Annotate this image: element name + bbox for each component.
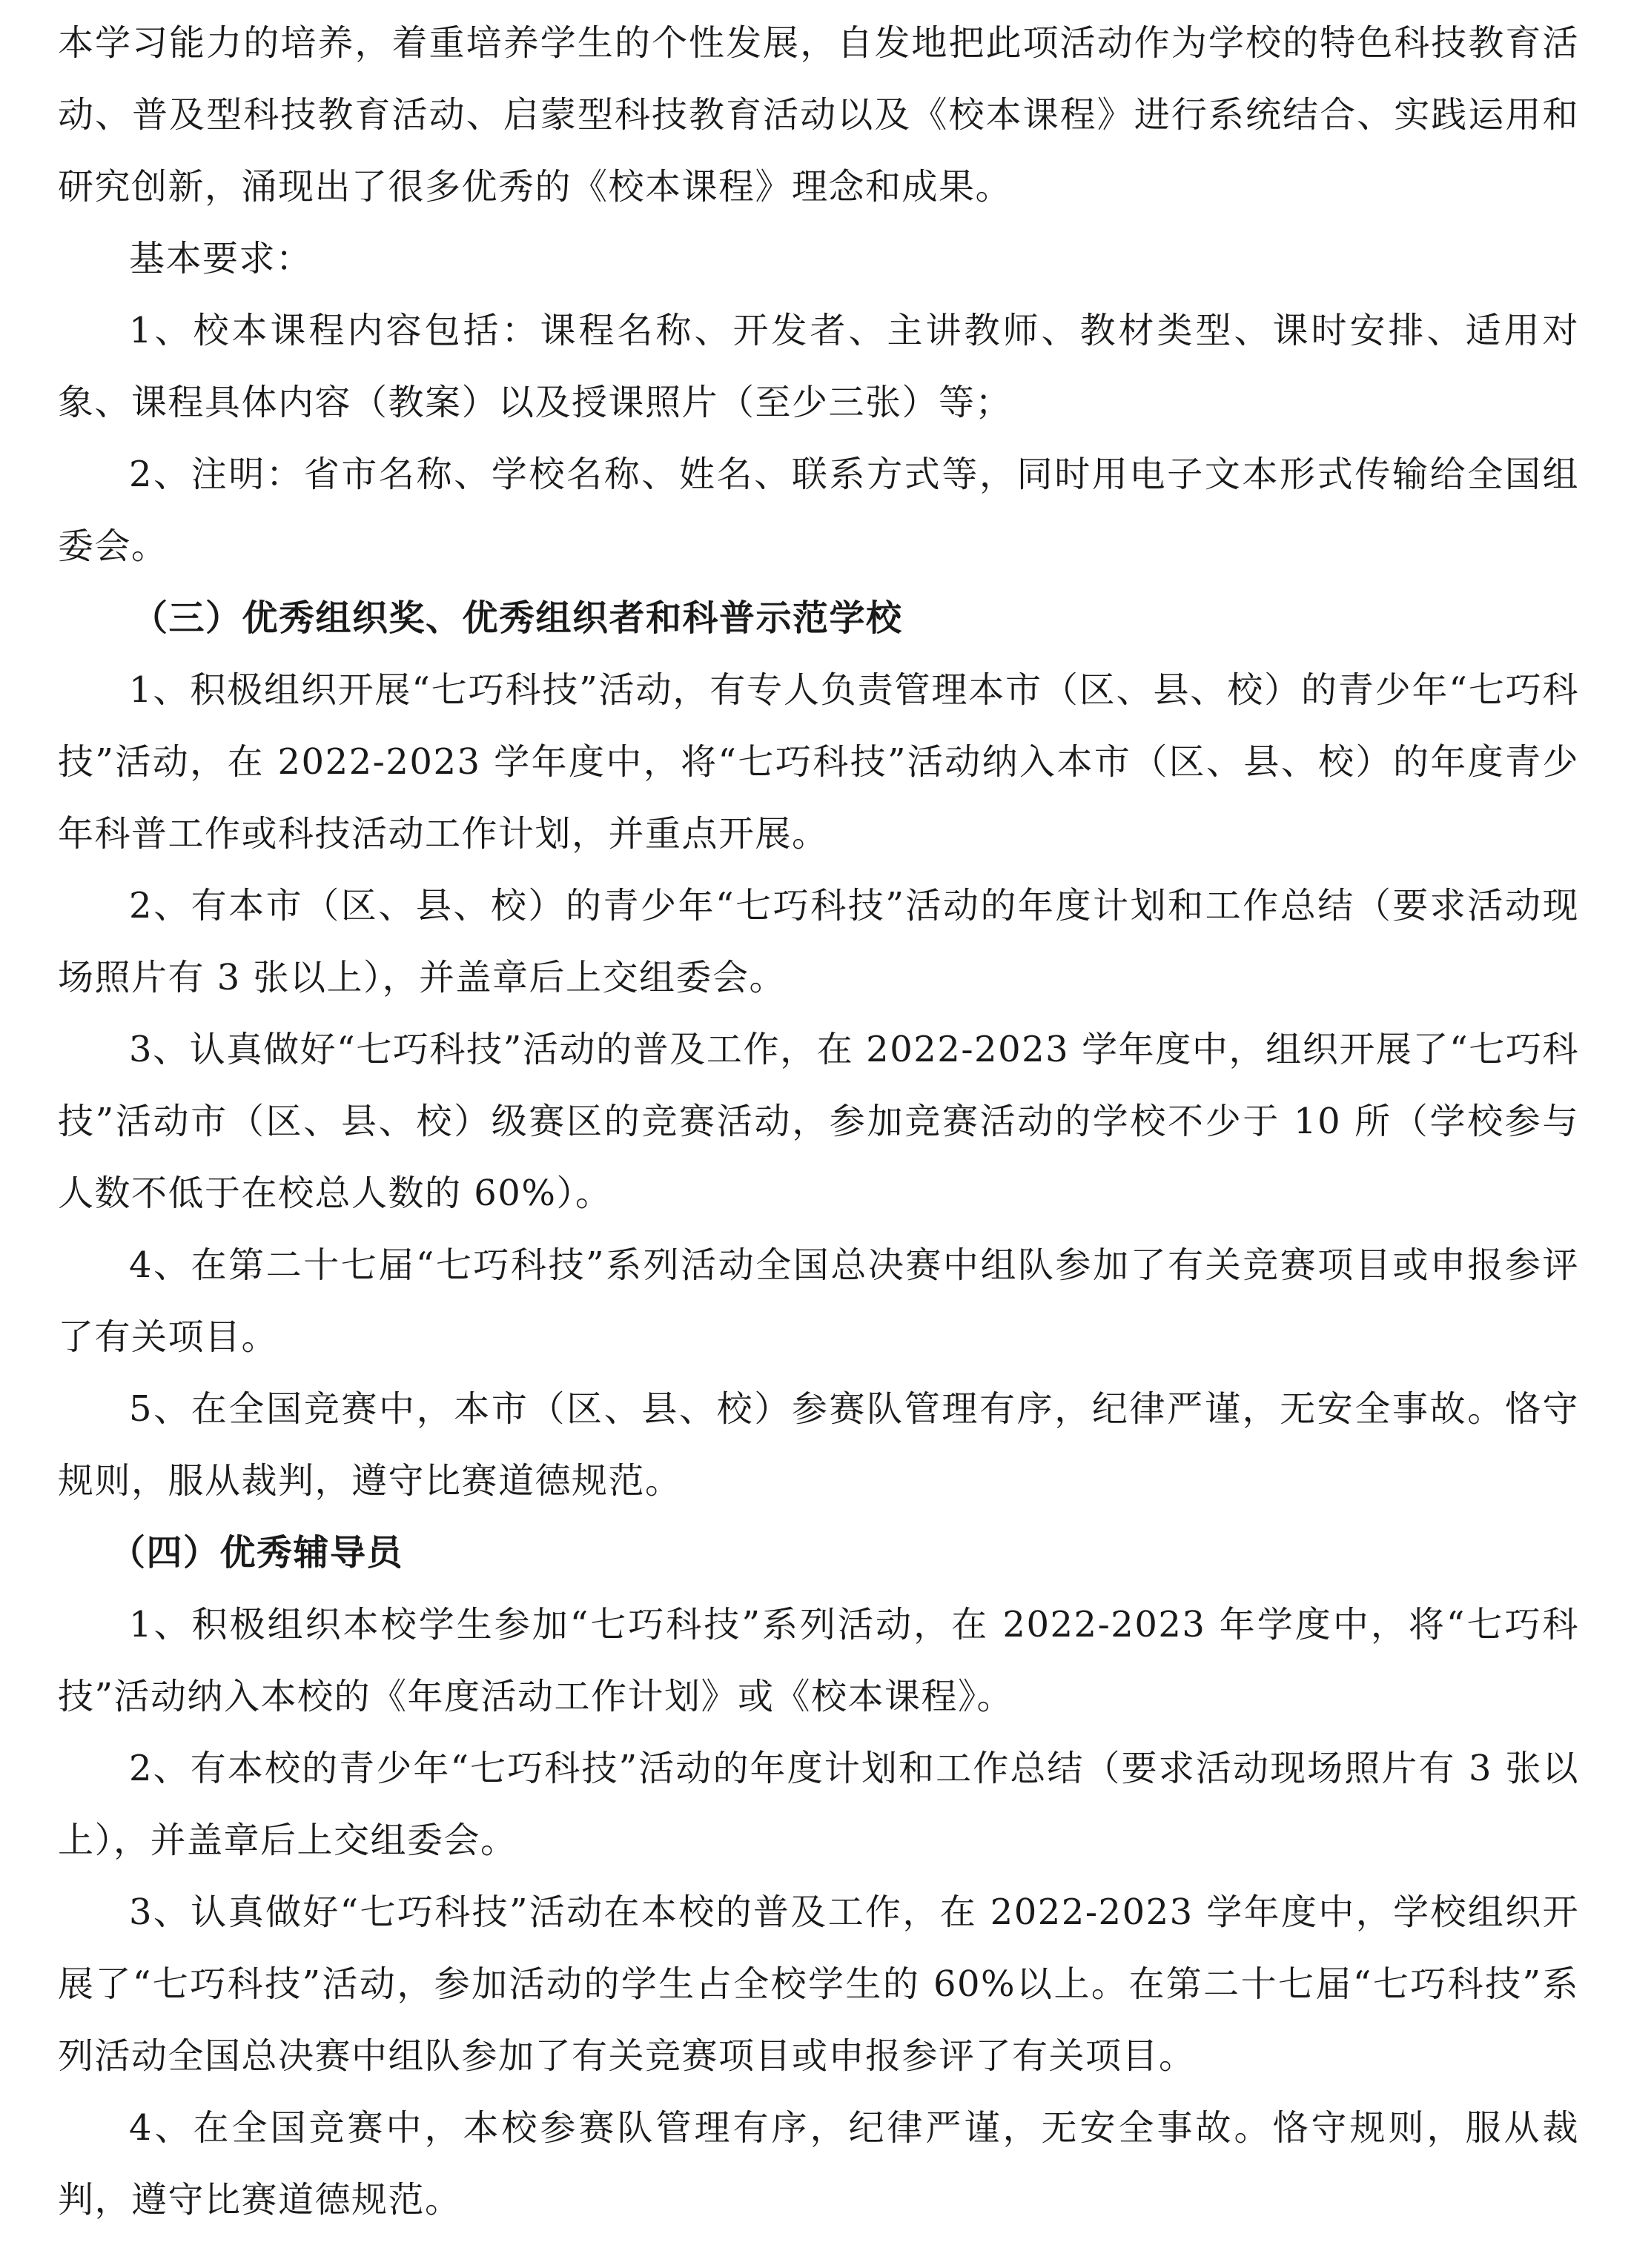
section-heading-excellent-instructor: （四）优秀辅导员 [110,1532,404,1574]
organization-criterion-1: 1、积极组织开展“七巧科技”活动，有专人负责管理本市（区、县、校）的青少年“七巧科技”活动，在 2022-2023 学年度中，将“七巧科技”活动纳入本市（区、县、校）的年度青少年科普工作或科技活动工作计划，并重点开展。 [58,669,1579,855]
section-heading-organization-award: （三）优秀组织奖、优秀组织者和科普示范学校 [132,597,903,639]
document-page [58,0,1579,2236]
organization-criterion-4: 4、在第二十七届“七巧科技”系列活动全国总决赛中组队参加了有关竞赛项目或申报参评了有关项目。 [58,1244,1579,1358]
organization-criterion-3: 3、认真做好“七巧科技”活动的普及工作，在 2022-2023 学年度中，组织开展了“七巧科技”活动市（区、县、校）级赛区的竞赛活动，参加竞赛活动的学校不少于 10 所（学校参与人数不低于在校总人数的 60%）。 [58,1029,1579,1214]
basic-requirements-label: 基本要求： [129,238,313,279]
instructor-criterion-3: 3、认真做好“七巧科技”活动在本校的普及工作，在 2022-2023 学年度中，学校组织开展了“七巧科技”活动，参加活动的学生占全校学生的 60%以上。在第二十七届“七巧科技”系列活动全国总决赛中组队参加了有关竞赛项目或申报参评了有关项目。 [58,1891,1579,2077]
organization-criterion-2: 2、有本市（区、县、校）的青少年“七巧科技”活动的年度计划和工作总结（要求活动现场照片有 3 张以上），并盖章后上交组委会。 [58,885,1579,998]
requirement-item-1: 1、校本课程内容包括：课程名称、开发者、主讲教师、教材类型、课时安排、适用对象、课程具体内容（教案）以及授课照片（至少三张）等； [58,310,1579,423]
instructor-criterion-4: 4、在全国竞赛中，本校参赛队管理有序，纪律严谨，无安全事故。恪守规则，服从裁判，遵守比赛道德规范。 [58,2107,1579,2221]
intro-paragraph: 本学习能力的培养，着重培养学生的个性发展，自发地把此项活动作为学校的特色科技教育活动、普及型科技教育活动、启蒙型科技教育活动以及《校本课程》进行系统结合、实践运用和研究创新，涌现出了很多优秀的《校本课程》理念和成果。 [58,22,1579,208]
instructor-criterion-2: 2、有本校的青少年“七巧科技”活动的年度计划和工作总结（要求活动现场照片有 3 张以上），并盖章后上交组委会。 [58,1748,1579,1861]
organization-criterion-5: 5、在全国竞赛中，本市（区、县、校）参赛队管理有序，纪律严谨，无安全事故。恪守规则，服从裁判，遵守比赛道德规范。 [58,1388,1579,1502]
requirement-item-2: 2、注明：省市名称、学校名称、姓名、联系方式等，同时用电子文本形式传输给全国组委会。 [58,454,1579,567]
instructor-criterion-1: 1、积极组织本校学生参加“七巧科技”系列活动，在 2022-2023 年学度中，将“七巧科技”活动纳入本校的《年度活动工作计划》或《校本课程》。 [58,1604,1579,1717]
